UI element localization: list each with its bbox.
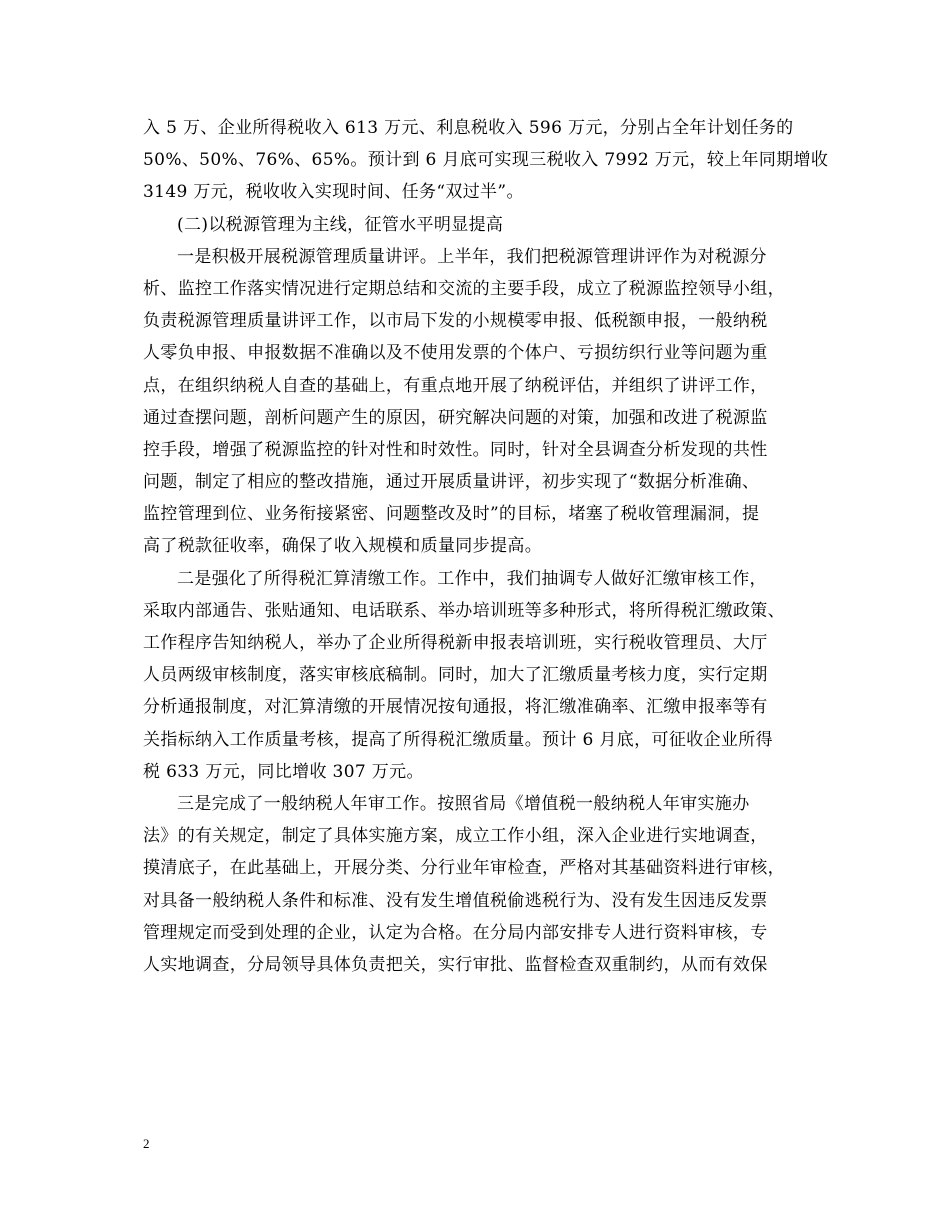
- text-line: 50%、50%、76%、65%。预计到 6 月底可实现三税收入 7992 万元，较上年同期增收: [143, 150, 829, 171]
- page-number: 2: [143, 1136, 150, 1151]
- text-line: 对具备一般纳税人条件和标准、没有发生增值税偷逃税行为、没有发生因违反发票: [143, 890, 768, 911]
- document-body: [143, 112, 829, 981]
- text-line: 负责税源管理质量讲评工作，以市局下发的小规模零申报、低税额申报，一般纳税: [143, 311, 768, 332]
- text-line: 分析通报制度，对汇算清缴的开展情况按旬通报，将汇缴准确率、汇缴申报率等有: [143, 697, 768, 718]
- text-line: 通过查摆问题，剖析问题产生的原因，研究解决问题的对策，加强和改进了税源监: [143, 407, 768, 428]
- text-line: 人员两级审核制度，落实审核底稿制。同时，加大了汇缴质量考核力度，实行定期: [143, 665, 768, 686]
- paragraph-first-line: 二是强化了所得税汇算清缴工作。工作中，我们抽调专人做好汇缴审核工作，: [177, 568, 767, 589]
- section-heading: (二)以税源管理为主线，征管水平明显提高: [177, 214, 504, 235]
- text-line: 控手段，增强了税源监控的针对性和时效性。同时，针对全县调查分析发现的共性: [143, 439, 768, 460]
- text-line: 问题，制定了相应的整改措施，通过开展质量讲评，初步实现了“数据分析准确、: [143, 472, 760, 493]
- text-line: 3149 万元，税收收入实现时间、任务“双过半”。: [143, 182, 524, 203]
- text-line: 采取内部通告、张贴通知、电话联系、举办培训班等多种形式，将所得税汇缴政策、: [143, 600, 785, 621]
- text-line: 工作程序告知纳税人，举办了企业所得税新申报表培训班，实行税收管理员、大厅: [143, 633, 768, 653]
- text-line: 摸清底子，在此基础上，开展分类、分行业年审检查，严格对其基础资料进行审核，: [143, 858, 785, 879]
- text-line: 析、监控工作落实情况进行定期总结和交流的主要手段，成立了税源监控领导小组，: [143, 278, 785, 299]
- text-line: 高了税款征收率，确保了收入规模和质量同步提高。: [143, 536, 543, 557]
- text-line: 人实地调查，分局领导具体负责把关，实行审批、监督检查双重制约，从而有效保: [143, 954, 768, 975]
- text-line: 点，在组织纳税人自查的基础上，有重点地开展了纳税评估，并组织了讲评工作，: [143, 375, 768, 396]
- paragraph-first-line: 三是完成了一般纳税人年审工作。按照省局《增值税一般纳税人年审实施办: [177, 793, 750, 814]
- text-line: 监控管理到位、业务衔接紧密、问题整改及时”的目标，堵塞了税收管理漏洞，提: [143, 504, 760, 525]
- text-line: 法》的有关规定，制定了具体实施方案，成立工作小组，深入企业进行实地调查，: [143, 826, 768, 847]
- text-line: 关指标纳入工作质量考核，提高了所得税汇缴质量。预计 6 月底，可征收企业所得: [143, 729, 773, 750]
- text-line: 人零负申报、申报数据不准确以及不使用发票的个体户、亏损纺织行业等问题为重: [143, 343, 768, 364]
- text-line: 入 5 万、企业所得税收入 613 万元、利息税收入 596 万元，分别占全年计划任务的: [143, 118, 794, 138]
- paragraph-first-line: 一是积极开展税源管理质量讲评。上半年，我们把税源管理讲评作为对税源分: [177, 246, 767, 267]
- text-line: 管理规定而受到处理的企业，认定为合格。在分局内部安排专人进行资料审核，专: [143, 922, 768, 943]
- text-line: 税 633 万元，同比增收 307 万元。: [143, 761, 424, 782]
